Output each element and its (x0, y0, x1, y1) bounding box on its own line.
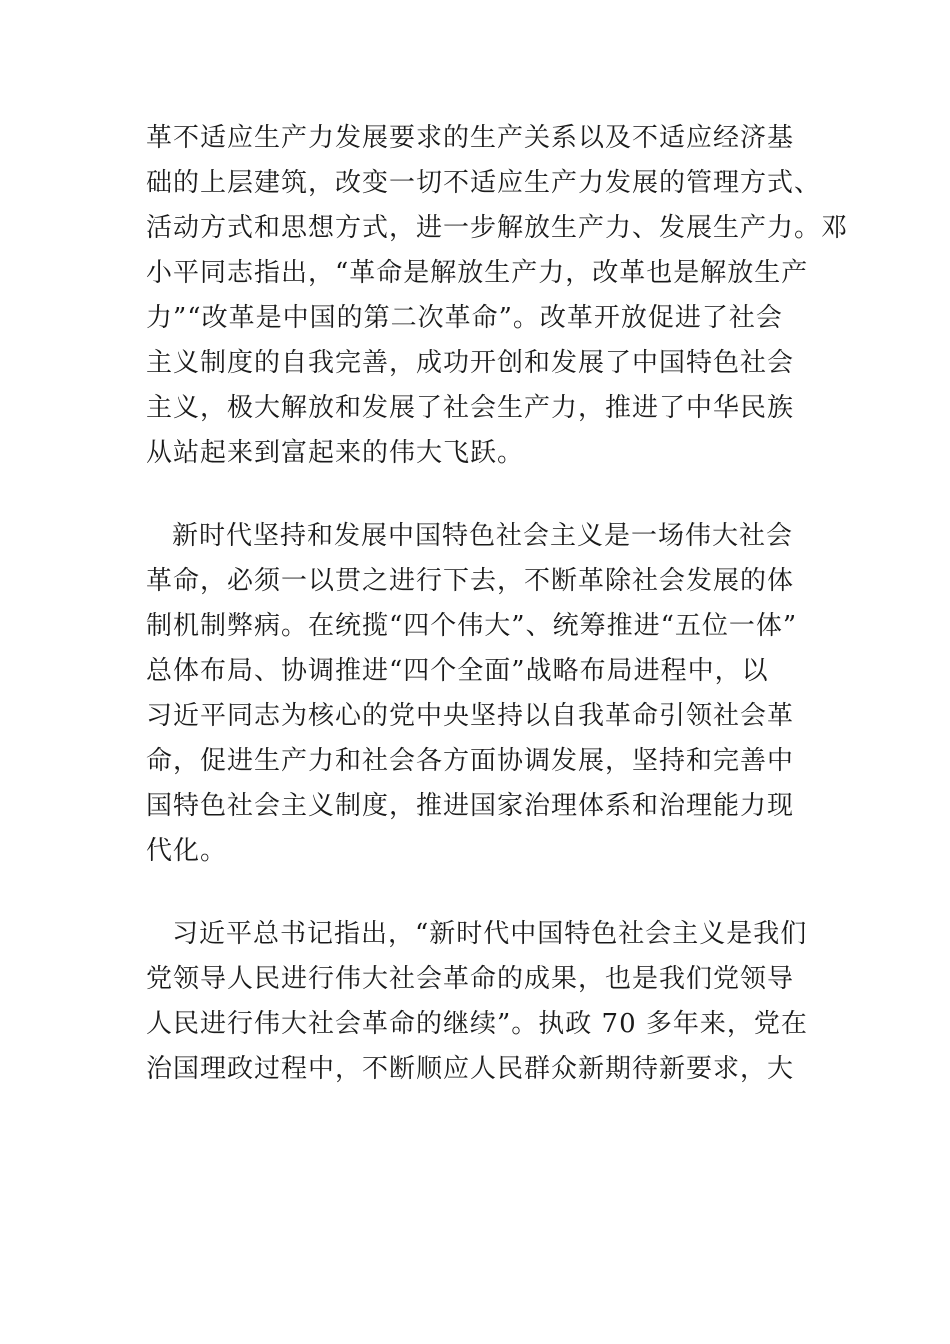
text-line: 础的上层建筑，改变一切不适应生产力发展的管理方式、 (146, 168, 822, 198)
text-line: 从站起来到富起来的伟大飞跃。 (146, 438, 525, 468)
text-line: 人民进行伟大社会革命的继续”。执政 70 多年来，党在 (146, 1009, 808, 1039)
text-line: 活动方式和思想方式，进一步解放生产力、发展生产力。邓 (146, 213, 849, 243)
text-line: 国特色社会主义制度，推进国家治理体系和治理能力现 (146, 791, 795, 821)
text-line: 习近平总书记指出，“新时代中国特色社会主义是我们 (172, 919, 808, 949)
text-line: 制机制弊病。在统揽“四个伟大”、统筹推进“五位一体” (146, 611, 798, 641)
text-line: 党领导人民进行伟大社会革命的成果，也是我们党领导 (146, 964, 795, 994)
text-line: 主义制度的自我完善，成功开创和发展了中国特色社会 (146, 348, 795, 378)
text-line: 革命，必须一以贯之进行下去，不断革除社会发展的体 (146, 566, 795, 596)
text-line: 新时代坚持和发展中国特色社会主义是一场伟大社会 (172, 521, 794, 551)
text-line: 代化。 (146, 836, 228, 866)
text-line: 命，促进生产力和社会各方面协调发展，坚持和完善中 (146, 746, 795, 776)
text-line: 小平同志指出，“革命是解放生产力，改革也是解放生产 (146, 258, 809, 288)
text-line: 力”“改革是中国的第二次革命”。改革开放促进了社会 (146, 303, 783, 333)
paragraph-1 (146, 116, 849, 476)
paragraph-2 (146, 514, 806, 874)
text-line: 治国理政过程中，不断顺应人民群众新期待新要求，大 (146, 1054, 795, 1084)
text-line: 总体布局、协调推进“四个全面”战略布局进程中，以 (146, 656, 769, 686)
text-line: 革不适应生产力发展要求的生产关系以及不适应经济基 (146, 123, 795, 153)
text-line: 习近平同志为核心的党中央坚持以自我革命引领社会革 (146, 701, 795, 731)
text-line: 主义，极大解放和发展了社会生产力，推进了中华民族 (146, 393, 795, 423)
paragraph-3 (146, 912, 806, 1092)
